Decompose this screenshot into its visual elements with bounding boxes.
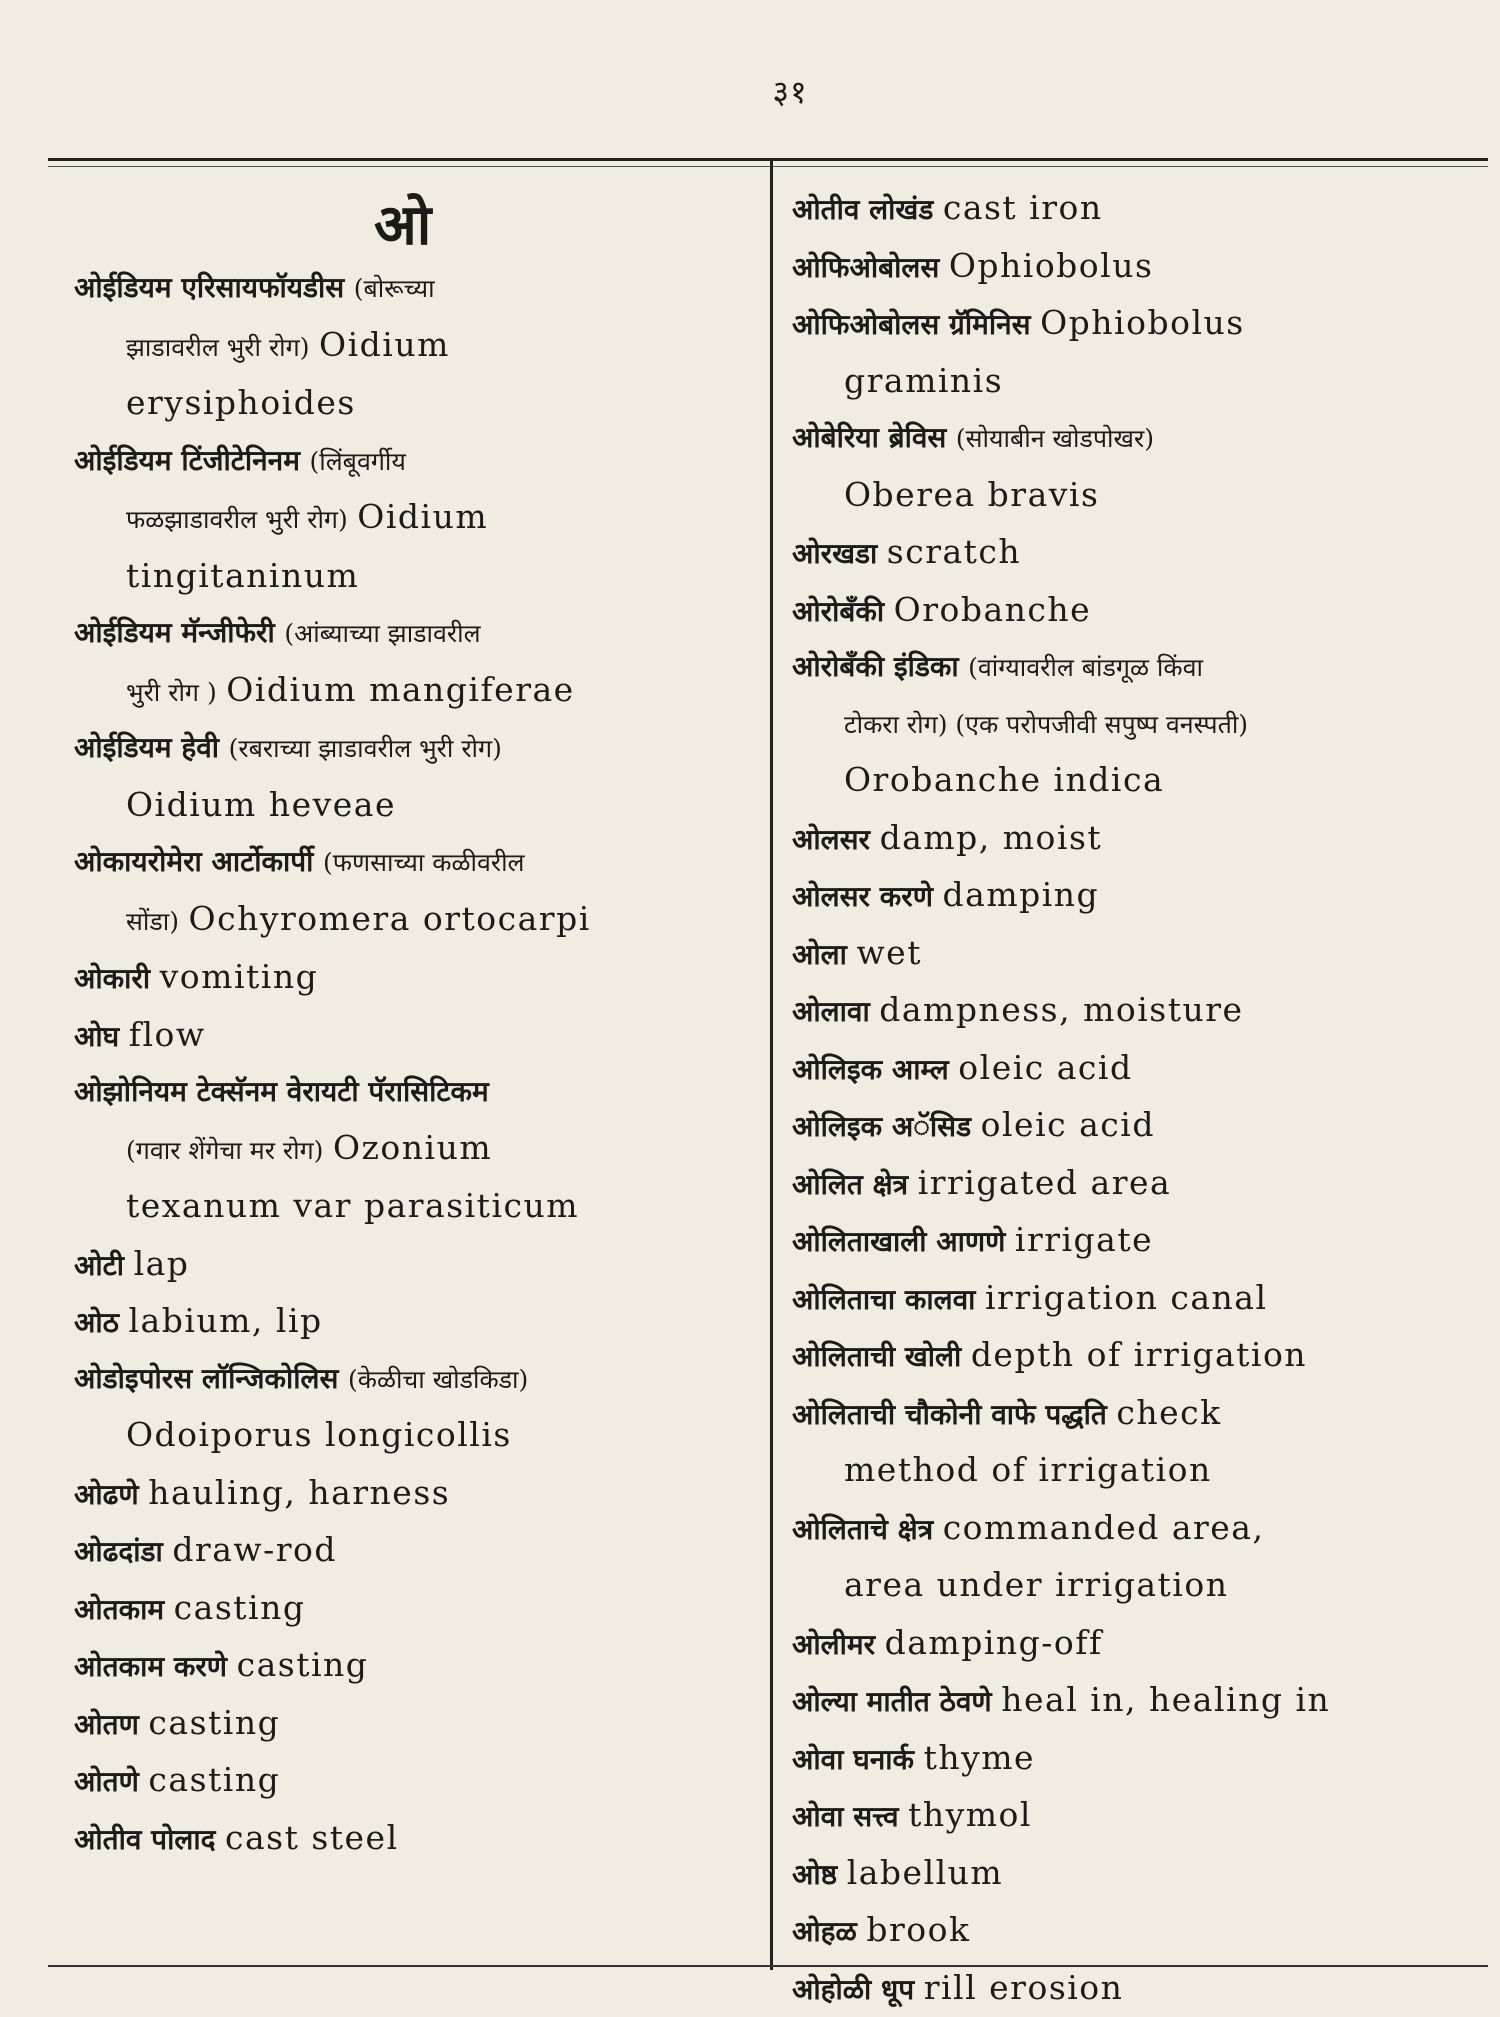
entry-line (792, 925, 1492, 983)
headword-marathi: ओरोबँकी (792, 595, 884, 628)
english-equivalent: Orobanche indica (844, 760, 1164, 799)
headword-marathi: ओईडियम एरिसायफॉयडीस (74, 271, 344, 304)
entry-line (74, 489, 754, 548)
entry-line (792, 295, 1492, 353)
english-equivalent: Ozonium (333, 1128, 492, 1167)
entry-line (792, 696, 1492, 753)
headword-marathi: ओफिओबोलस (792, 251, 939, 284)
headword-marathi: ओईडियम हेवी (74, 731, 219, 764)
entry-line (792, 1155, 1492, 1213)
entry-line (792, 752, 1492, 810)
english-equivalent: texanum var parasiticum (126, 1186, 579, 1225)
dictionary-entry (792, 639, 1492, 810)
left-entry-list (74, 260, 754, 1867)
headword-marathi: ओलिइक आम्ल (792, 1053, 949, 1086)
english-equivalent: thymol (908, 1795, 1032, 1834)
english-equivalent: casting (148, 1760, 280, 1799)
english-equivalent: oleic acid (958, 1048, 1132, 1087)
dictionary-entry (74, 433, 754, 606)
entry-line (792, 1615, 1492, 1673)
entry-line (792, 1097, 1492, 1155)
english-equivalent: flow (129, 1015, 206, 1054)
headword-marathi: ओईडियम टिंजीटेनिनम (74, 444, 300, 477)
english-equivalent: casting (237, 1645, 369, 1684)
entry-line (792, 1385, 1492, 1443)
dictionary-entry (74, 1580, 754, 1638)
english-equivalent: Oidium heveae (126, 785, 396, 824)
top-rule (48, 158, 1488, 161)
entry-line (792, 982, 1492, 1040)
entry-line (74, 1580, 754, 1638)
headword-marathi: ओलिताखाली आणणे (792, 1225, 1005, 1258)
headword-marathi: ओतकाम करणे (74, 1650, 227, 1683)
entry-line (74, 1407, 754, 1465)
entry-line (74, 1236, 754, 1294)
english-equivalent: rill erosion (924, 1968, 1124, 2007)
gloss-marathi: (रबराच्या झाडावरील भुरी रोग) (229, 734, 502, 763)
headword-marathi: ओल्या मातीत ठेवणे (792, 1685, 992, 1718)
headword-marathi: ओलीमर (792, 1628, 875, 1661)
entry-line (74, 1064, 754, 1120)
top-rule-thin (48, 166, 1488, 167)
dictionary-entry (74, 949, 754, 1007)
entry-line (792, 1845, 1492, 1903)
entry-line (74, 605, 754, 662)
english-equivalent: irrigated area (918, 1163, 1172, 1202)
gloss-marathi: (गवार शेंगेचा मर रोग) (126, 1136, 323, 1165)
headword-marathi: ओलिताचे क्षेत्र (792, 1513, 933, 1546)
english-equivalent: damping-off (885, 1623, 1103, 1662)
headword-marathi: ओबेरिया ब्रेविस (792, 421, 946, 454)
entry-line (792, 410, 1492, 467)
entry-line (74, 375, 754, 433)
dictionary-entry (792, 1902, 1492, 1960)
dictionary-entry (74, 1522, 754, 1580)
headword-marathi: ओईडियम मॅन्जीफेरी (74, 616, 275, 649)
headword-marathi: ओवा सत्त्व (792, 1800, 899, 1833)
entry-line (792, 867, 1492, 925)
english-equivalent: Oidium (319, 325, 450, 364)
dictionary-entry (792, 524, 1492, 582)
gloss-marathi: (वांग्यावरील बांडगूळ किंवा (968, 653, 1203, 682)
dictionary-entry (792, 1040, 1492, 1098)
headword-marathi: ओघ (74, 1020, 119, 1053)
headword-marathi: ओलिताची चौकोनी वाफे पद्धति (792, 1398, 1107, 1431)
dictionary-entry (792, 867, 1492, 925)
english-equivalent: tingitaninum (126, 556, 359, 595)
dictionary-entry (792, 1212, 1492, 1270)
page-number: ३१ (0, 70, 1500, 113)
entry-line (792, 1557, 1492, 1615)
gloss-marathi: (आंब्याच्या झाडावरील (284, 619, 480, 648)
dictionary-entry (792, 810, 1492, 868)
headword-marathi: ओष्ठ (792, 1858, 837, 1891)
entry-line (792, 582, 1492, 640)
english-equivalent: labium, lip (128, 1301, 322, 1340)
dictionary-entry (792, 1672, 1492, 1730)
english-equivalent: lap (134, 1244, 190, 1283)
dictionary-entry (74, 1752, 754, 1810)
english-equivalent: irrigate (1015, 1220, 1153, 1259)
entry-line (74, 1465, 754, 1523)
dictionary-entry (74, 1007, 754, 1065)
dictionary-entry (74, 1465, 754, 1523)
english-equivalent: heal in, healing in (1001, 1680, 1330, 1719)
english-equivalent: Ochyromera ortocarpi (189, 899, 591, 938)
headword-marathi: ओतीव पोलाद (74, 1823, 215, 1856)
english-equivalent: wet (856, 933, 922, 972)
dictionary-entry (792, 925, 1492, 983)
entry-line (792, 1730, 1492, 1788)
dictionary-entry (74, 1064, 754, 1236)
english-equivalent: hauling, harness (148, 1473, 450, 1512)
dictionary-entry (792, 582, 1492, 640)
entry-line (74, 433, 754, 490)
dictionary-entry (792, 1500, 1492, 1615)
entry-line (792, 1672, 1492, 1730)
headword-marathi: ओला (792, 938, 847, 971)
dictionary-entry (792, 295, 1492, 410)
dictionary-entry (792, 1097, 1492, 1155)
english-equivalent: Odoiporus longicollis (126, 1415, 512, 1454)
headword-marathi: ओतकाम (74, 1593, 164, 1626)
entry-line (74, 834, 754, 891)
entry-line (792, 810, 1492, 868)
dictionary-entry (792, 1787, 1492, 1845)
dictionary-entry (792, 1385, 1492, 1500)
headword-marathi: ओडोइपोरस लॉन्जिकोलिस (74, 1362, 338, 1395)
headword-marathi: ओहळ (792, 1915, 857, 1948)
entry-line (74, 1120, 754, 1179)
entry-line (74, 891, 754, 950)
entry-line (792, 1960, 1492, 2017)
dictionary-entry (74, 834, 754, 949)
english-equivalent: Oberea bravis (844, 475, 1099, 514)
entry-line (74, 1752, 754, 1810)
entry-line (792, 639, 1492, 696)
english-equivalent: Ophiobolus (1040, 303, 1245, 342)
dictionary-entry (74, 605, 754, 720)
headword-marathi: ओकारी (74, 962, 150, 995)
headword-marathi: ओठ (74, 1306, 119, 1339)
english-equivalent: thyme (924, 1738, 1035, 1777)
dictionary-entry (74, 1637, 754, 1695)
headword-marathi: ओहोळी धूप (792, 1973, 914, 2006)
gloss-marathi: (बोरूच्या (354, 274, 435, 303)
entry-line (792, 1902, 1492, 1960)
headword-marathi: ओफिओबोलस ग्रॅमिनिस (792, 308, 1031, 341)
entry-line (792, 524, 1492, 582)
entry-line (74, 1351, 754, 1408)
gloss-marathi: भुरी रोग ) (126, 678, 217, 707)
headword-marathi: ओकायरोमेरा आर्टोकार्पी (74, 845, 313, 878)
english-equivalent: cast steel (225, 1818, 399, 1857)
entry-line (792, 353, 1492, 411)
dictionary-entry (74, 1293, 754, 1351)
dictionary-entry (792, 1155, 1492, 1213)
gloss-marathi: (सोयाबीन खोडपोखर) (956, 424, 1154, 453)
english-equivalent: graminis (844, 361, 1003, 400)
english-equivalent: check (1116, 1393, 1221, 1432)
dictionary-entry (792, 238, 1492, 296)
headword-marathi: ओलित क्षेत्र (792, 1168, 908, 1201)
gloss-marathi: झाडावरील भुरी रोग) (126, 333, 309, 362)
english-equivalent: Orobanche (894, 590, 1092, 629)
headword-marathi: ओतणे (74, 1765, 139, 1798)
entry-line (792, 1040, 1492, 1098)
entry-line (792, 467, 1492, 525)
english-equivalent: scratch (887, 532, 1021, 571)
right-column (792, 180, 1492, 2017)
english-equivalent: damp, moist (880, 818, 1103, 857)
headword-marathi: ओझोनियम टेक्सॅनम वेरायटी पॅरासिटिकम (74, 1075, 489, 1108)
english-equivalent: casting (148, 1703, 280, 1742)
entry-line (792, 180, 1492, 238)
entry-line (74, 1637, 754, 1695)
gloss-marathi: फळझाडावरील भुरी रोग) (126, 505, 348, 534)
gloss-marathi: (केळीचा खोडकिडा) (348, 1365, 528, 1394)
dictionary-entry (792, 1327, 1492, 1385)
entry-line (74, 662, 754, 721)
dictionary-entry (74, 260, 754, 433)
gloss-marathi: (फणसाच्या कळीवरील (323, 848, 525, 877)
entry-line (74, 1178, 754, 1236)
headword-marathi: ओरखडा (792, 537, 877, 570)
entry-line (792, 238, 1492, 296)
entry-line (74, 1695, 754, 1753)
entry-line (74, 777, 754, 835)
entry-line (74, 317, 754, 376)
english-equivalent: casting (174, 1588, 306, 1627)
headword-marathi: ओढणे (74, 1478, 139, 1511)
dictionary-entry (792, 1615, 1492, 1673)
english-equivalent: Ophiobolus (949, 246, 1154, 285)
headword-marathi: ओलिताची खोली (792, 1340, 961, 1373)
english-equivalent: Oidium mangiferae (226, 670, 574, 709)
dictionary-entry (74, 1695, 754, 1753)
entry-line (74, 720, 754, 777)
english-equivalent: dampness, moisture (879, 990, 1243, 1029)
headword-marathi: ओलसर (792, 823, 870, 856)
headword-marathi: ओलिइक अॅसिड (792, 1110, 971, 1143)
english-equivalent: area under irrigation (844, 1565, 1228, 1604)
headword-marathi: ओरोबँकी इंडिका (792, 650, 959, 683)
entry-line (792, 1327, 1492, 1385)
entry-line (74, 548, 754, 606)
entry-line (74, 1293, 754, 1351)
english-equivalent: depth of irrigation (971, 1335, 1307, 1374)
entry-line (74, 1522, 754, 1580)
dictionary-entry (74, 720, 754, 834)
dictionary-entry (74, 1351, 754, 1465)
entry-line (792, 1442, 1492, 1500)
entry-line (792, 1270, 1492, 1328)
right-entry-list (792, 180, 1492, 2017)
column-divider (770, 158, 773, 1970)
entry-line (792, 1212, 1492, 1270)
english-equivalent: Oidium (357, 497, 488, 536)
dictionary-entry (792, 1730, 1492, 1788)
headword-marathi: ओतण (74, 1708, 139, 1741)
english-equivalent: vomiting (160, 957, 319, 996)
entry-line (792, 1787, 1492, 1845)
gloss-marathi: (लिंबूवर्गीय (309, 447, 405, 476)
gloss-marathi: सोंडा) (126, 907, 179, 936)
entry-line (792, 1500, 1492, 1558)
entry-line (74, 949, 754, 1007)
headword-marathi: ओवा घनार्क (792, 1743, 914, 1776)
english-equivalent: irrigation canal (985, 1278, 1268, 1317)
dictionary-entry (792, 410, 1492, 524)
english-equivalent: cast iron (943, 188, 1103, 227)
dictionary-entry (792, 1960, 1492, 2017)
english-equivalent: damping (943, 875, 1100, 914)
headword-marathi: ओटी (74, 1249, 124, 1282)
headword-marathi: ओलिताचा कालवा (792, 1283, 975, 1316)
left-column (74, 180, 754, 1867)
section-letter-heading: ओ (374, 194, 754, 256)
gloss-marathi: टोकरा रोग) (एक परोपजीवी सपुष्प वनस्पती) (844, 710, 1248, 739)
entry-line (74, 260, 754, 317)
dictionary-entry (792, 982, 1492, 1040)
english-equivalent: erysiphoides (126, 383, 356, 422)
headword-marathi: ओढदांडा (74, 1535, 163, 1568)
headword-marathi: ओतीव लोखंड (792, 193, 933, 226)
dictionary-entry (74, 1236, 754, 1294)
english-equivalent: draw-rod (172, 1530, 337, 1569)
entry-line (74, 1007, 754, 1065)
english-equivalent: method of irrigation (844, 1450, 1212, 1489)
dictionary-entry (74, 1810, 754, 1868)
headword-marathi: ओलावा (792, 995, 870, 1028)
english-equivalent: oleic acid (981, 1105, 1155, 1144)
english-equivalent: brook (866, 1910, 970, 1949)
entry-line (74, 1810, 754, 1868)
english-equivalent: labellum (847, 1853, 1004, 1892)
dictionary-entry (792, 1270, 1492, 1328)
dictionary-entry (792, 180, 1492, 238)
english-equivalent: commanded area, (943, 1508, 1265, 1547)
headword-marathi: ओलसर करणे (792, 880, 933, 913)
dictionary-entry (792, 1845, 1492, 1903)
